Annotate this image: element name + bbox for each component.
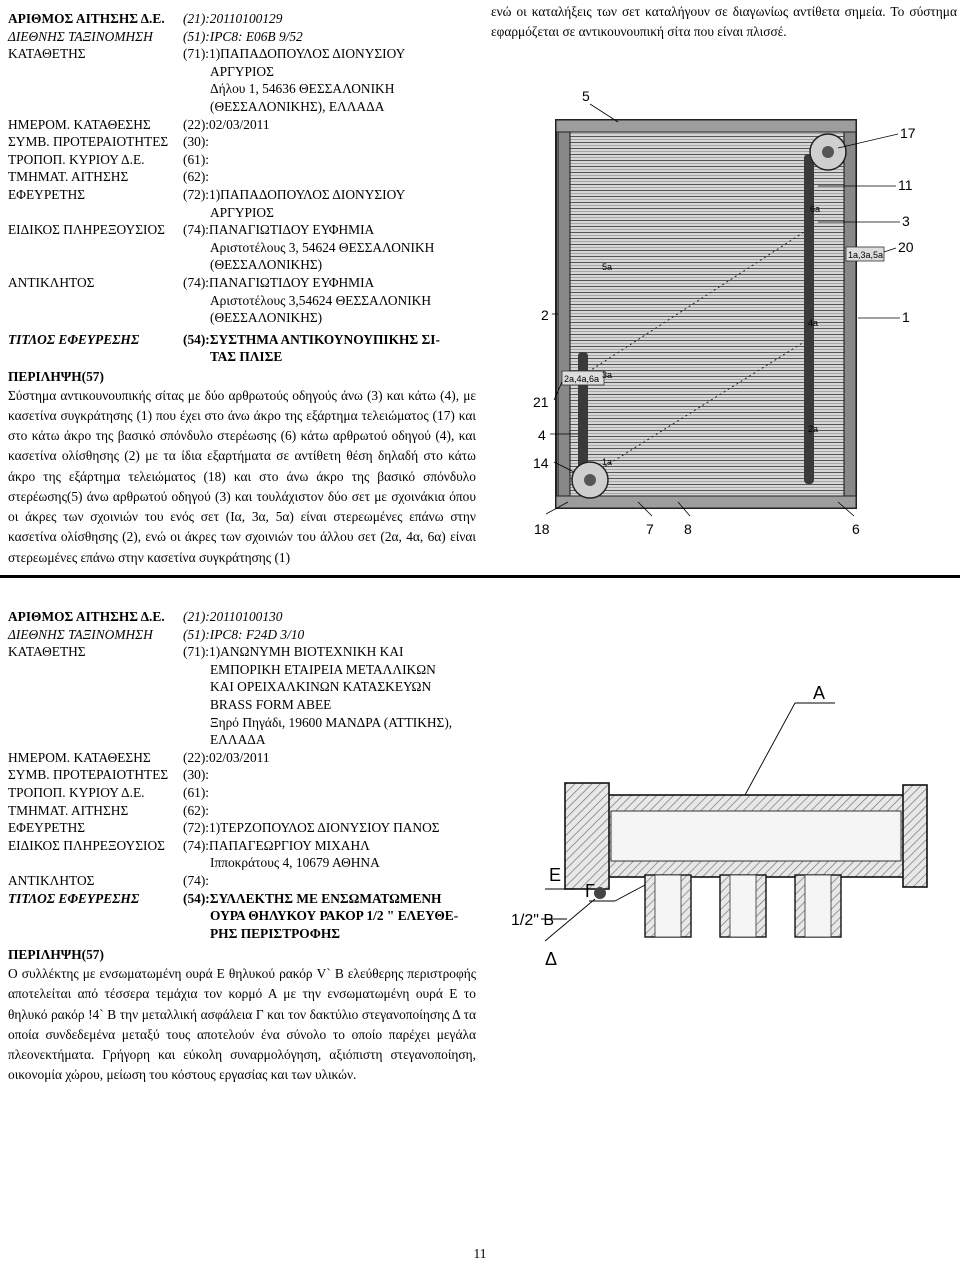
title-value: (54):ΣΥΣΤΗΜΑ ΑΝΤΙΚΟΥΝΟΥΠΙΚΗΣ ΣΙ- — [183, 331, 440, 347]
agent-cont: (ΘΕΣΣΑΛΟΝΙΚΗΣ) — [210, 257, 323, 273]
application-number-row — [8, 10, 476, 28]
figure-inner-label: 3a — [602, 370, 613, 380]
filing-date-value: (22):02/03/2011 — [183, 116, 270, 132]
division-row — [8, 168, 476, 186]
figure-inner-label: 4a — [808, 318, 819, 328]
figure-label: A — [813, 683, 826, 703]
figure-label: E — [549, 865, 562, 885]
abstract-heading: ΠΕΡΙΛΗΨΗ(57) — [8, 947, 104, 963]
figure-label: Δ — [545, 949, 558, 969]
ipc-value: (51):IPC8: F24D 3/10 — [183, 626, 305, 642]
figure-label: 8 — [684, 521, 692, 537]
ipc-label: ΔΙΕΘΝΗΣ ΤΑΞΙΝΟΜΗΣΗ — [8, 28, 153, 44]
filing-date-value: (22):02/03/2011 — [183, 749, 270, 765]
figure-inner-label: 2a — [808, 424, 819, 434]
figure-label: 18 — [534, 521, 550, 537]
representative-value: (74):ΠΑΝΑΓΙΩΤΙΔΟΥ ΕΥΦΗΜΙΑ — [183, 274, 375, 290]
modification-row — [8, 151, 476, 169]
inventor-label: ΕΦΕΥΡΕΤΗΣ — [8, 186, 86, 202]
representative-row — [8, 274, 476, 292]
agent-label: ΕΙΔΙΚΟΣ ΠΛΗΡΕΞΟΥΣΙΟΣ — [8, 837, 165, 853]
title-cont: ΡΗΣ ΠΕΡΙΣΤΡΟΦΗΣ — [210, 925, 340, 941]
ipc-row — [8, 28, 476, 46]
figure-label: 2 — [541, 307, 549, 323]
division-value: (62): — [183, 802, 210, 818]
title-cont: ΟΥΡΑ ΘΗΛΥΚΟΥ ΡΑΚΟΡ 1/2 " ΕΛΕΥΘΕ- — [210, 908, 459, 924]
abstract-continued: ενώ οι καταλήξεις των σετ καταλήγουν σε διαγωνίως αντίθετα σημεία. Το σύστημα εφαρμόζεται σε αντικουνουπική σίτα που είναι πλισσέ. — [491, 4, 957, 39]
modification-row — [8, 784, 476, 802]
modification-value: (61): — [183, 784, 210, 800]
ipc-label: ΔΙΕΘΝΗΣ ΤΑΞΙΝΟΜΗΣΗ — [8, 626, 153, 642]
applicant-value: (71):1)ΠΑΠΑΔΟΠΟΥΛΟΣ ΔΙΟΝΥΣΙΟΥ — [183, 46, 406, 62]
priority-row — [8, 133, 476, 151]
representative-value: (74): — [183, 872, 210, 888]
figure-label: 1 — [902, 309, 910, 325]
applicant-value: (71):1)ΑΝΩΝΥΜΗ ΒΙΟΤΕΧΝΙΚΗ ΚΑΙ — [183, 644, 404, 660]
representative-row — [8, 872, 476, 890]
figure-inner-label: 6a — [810, 204, 821, 214]
application-number-value: (21):20110100130 — [183, 609, 283, 624]
agent-row — [8, 837, 476, 855]
inventor-value: (72):1)ΤΕΡΖΟΠΟΥΛΟΣ ΔΙΟΝΥΣΙΟΥ ΠΑΝΟΣ — [183, 820, 440, 836]
applicant-cont: Ξηρό Πηγάδι, 19600 ΜΑΝΔΡΑ (ΑΤΤΙΚΗΣ), — [210, 714, 453, 730]
inventor-cont: ΑΡΓΥΡΙΟΣ — [210, 204, 274, 220]
agent-label: ΕΙΔΙΚΟΣ ΠΛΗΡΕΞΟΥΣΙΟΣ — [8, 222, 165, 238]
applicant-cont: ΕΛΛΑΔΑ — [210, 732, 266, 748]
figure-label: 20 — [898, 239, 914, 255]
agent-value: (74):ΠΑΠΑΓΕΩΡΓΙΟΥ ΜΙΧΑΗΛ — [183, 837, 370, 853]
representative-cont: (ΘΕΣΣΑΛΟΝΙΚΗΣ) — [210, 310, 323, 326]
applicant-label: ΚΑΤΑΘΕΤΗΣ — [8, 46, 86, 62]
priority-label: ΣΥΜΒ. ΠΡΟΤΕΡΑΙΟΤΗΤΕΣ — [8, 134, 169, 150]
title-value: (54):ΣΥΛΛΕΚΤΗΣ ΜΕ ΕΝΣΩΜΑΤΩΜΕΝΗ — [183, 890, 442, 906]
figure-label: 4 — [538, 427, 546, 443]
priority-row — [8, 766, 476, 784]
application-number-label: ΑΡΙΘΜΟΣ ΑΙΤΗΣΗΣ Δ.Ε. — [8, 11, 165, 26]
figure-label: 17 — [900, 125, 916, 141]
filing-date-label: ΗΜΕΡΟΜ. ΚΑΤΑΘΕΣΗΣ — [8, 116, 151, 132]
figure-label: 5 — [582, 88, 590, 104]
ipc-row — [8, 626, 476, 644]
inventor-row — [8, 186, 476, 204]
figure-label: 6 — [852, 521, 860, 537]
filing-date-row — [8, 749, 476, 767]
ipc-value: (51):IPC8: E06B 9/52 — [183, 28, 303, 44]
inventor-row — [8, 819, 476, 837]
applicant-cont: ΕΜΠΟΡΙΚΗ ΕΤΑΙΡΕΙΑ ΜΕΤΑΛΛΙΚΩΝ — [210, 661, 436, 677]
figure-inner-label: 1a,3a,5a — [848, 250, 884, 260]
figure-inner-label: 2a,4a,6a — [564, 374, 600, 384]
figure-label: Γ — [585, 881, 595, 901]
representative-label: ΑΝΤΙΚΛΗΤΟΣ — [8, 872, 95, 888]
figure-label: 21 — [533, 394, 549, 410]
agent-cont: Αριστοτέλους 3, 54624 ΘΕΣΣΑΛΟΝΙΚΗ — [210, 239, 435, 255]
applicant-row — [8, 45, 476, 63]
filing-date-row — [8, 116, 476, 134]
application-number-label: ΑΡΙΘΜΟΣ ΑΙΤΗΣΗΣ Δ.Ε. — [8, 609, 165, 624]
patent-entry-1 — [8, 10, 476, 568]
abstract-text: Σύστημα αντικουνουπικής σίτας με δύο αρθρωτούς οδηγούς άνω (3) και κάτω (4), με κασετίνα συγκράτησης (1) που έχει στο άνω άκρο της εξάρτημα τελειώματος (17) και στο κάτω άκρο της βασικό σπόνδυλο στερέωσης (6) κάτω αρθρωτού οδηγού (4), και κασετίνα ολίσθησης (2) με τα ίδια εξαρτήματα σε αντίθετη θέση δηλαδή στο κάτω άκρο της εξάρτημα τελειώματος (18) και στο άνω άκρο της βασικό σπόνδυλο στερέωσης(5) άνω αρθρωτού οδηγού (3) και τουλάχιστον δύο σετ με σχοινάκια όπου οι άκρες των σχοινιών του ενός σετ (Ια, 3α, 5α) είναι στερεωμένες επάνω στην κασετίνα ολίσθησης (2), ενώ οι άκρες των σχοινιών του άλλου σετ (2α, 4α, 6α) είναι στερεωμένες επάνω στην κασετίνα συγκράτησης (1) — [8, 387, 476, 565]
figure-label: 14 — [533, 455, 549, 471]
filing-date-label: ΗΜΕΡΟΜ. ΚΑΤΑΘΕΣΗΣ — [8, 749, 151, 765]
figure-pleated-screen — [528, 82, 928, 552]
applicant-label: ΚΑΤΑΘΕΤΗΣ — [8, 644, 86, 660]
figure-label: 3 — [902, 213, 910, 229]
entry-divider — [0, 575, 960, 578]
title-label: ΤΙΤΛΟΣ ΕΦΕΥΡΕΣΗΣ — [8, 331, 140, 347]
priority-label: ΣΥΜΒ. ΠΡΟΤΕΡΑΙΟΤΗΤΕΣ — [8, 767, 169, 783]
page-number: 11 — [473, 1246, 487, 1261]
figure-label: 11 — [898, 177, 913, 193]
title-label: ΤΙΤΛΟΣ ΕΦΕΥΡΕΣΗΣ — [8, 890, 140, 906]
division-label: ΤΜΗΜΑΤ. ΑΙΤΗΣΗΣ — [8, 169, 129, 185]
modification-label: ΤΡΟΠΟΠ. ΚΥΡΙΟΥ Δ.Ε. — [8, 784, 145, 800]
applicant-cont: (ΘΕΣΣΑΛΟΝΙΚΗΣ), ΕΛΛΑΔΑ — [210, 98, 385, 114]
figure-label: 7 — [646, 521, 654, 537]
modification-label: ΤΡΟΠΟΠ. ΚΥΡΙΟΥ Δ.Ε. — [8, 151, 145, 167]
application-number-value: (21):20110100129 — [183, 11, 283, 26]
agent-row — [8, 221, 476, 239]
abstract-text: Ο συλλέκτης με ενσωματωμένη ουρά Ε θηλυκού ρακόρ V` Β ελεύθερης περιστροφής αποτελείται από τέσσερα τεμάχια τον κορμό Α με την ενσωματωμένη ουρά Ε το θηλυκό ρακόρ !4` Β την μεταλλική ασφάλεια Γ και τον δακτύλιο στεγανοποίησης Δ τα οποία συνδεδεμένα μεταξύ τους αποτελούν ένα σύνολο το οποίο παρέχει μεγάλα πλεονεκτήματα. Γρήγορη και εύκολη συναρμολόγηση, αξιόπιστη στεγανοποίηση, οικονομία χώρου, μείωση του κόστους εργασίας και των υλικών. — [8, 966, 476, 1083]
division-label: ΤΜΗΜΑΤ. ΑΙΤΗΣΗΣ — [8, 802, 129, 818]
title-cont: ΤΑΣ ΠΛΙΣΕ — [210, 349, 283, 365]
division-value: (62): — [183, 169, 210, 185]
applicant-cont: Δήλου 1, 54636 ΘΕΣΣΑΛΟΝΙΚΗ — [210, 81, 395, 97]
inventor-value: (72):1)ΠΑΠΑΔΟΠΟΥΛΟΣ ΔΙΟΝΥΣΙΟΥ — [183, 186, 406, 202]
agent-value: (74):ΠΑΝΑΓΙΩΤΙΔΟΥ ΕΥΦΗΜΙΑ — [183, 222, 375, 238]
figure-manifold — [505, 675, 955, 995]
applicant-cont: BRASS FORM ABEE — [210, 696, 332, 712]
title-row — [8, 331, 476, 349]
figure-inner-label: 5a — [602, 262, 613, 272]
representative-cont: Αριστοτέλους 3,54624 ΘΕΣΣΑΛΟΝΙΚΗ — [210, 292, 431, 308]
abstract-heading: ΠΕΡΙΛΗΨΗ(57) — [8, 368, 104, 384]
applicant-cont: ΚΑΙ ΟΡΕΙΧΑΛΚΙΝΩΝ ΚΑΤΑΣΚΕΥΩΝ — [210, 679, 432, 695]
priority-value: (30): — [183, 767, 210, 783]
applicant-row — [8, 643, 476, 661]
application-number-row — [8, 608, 476, 626]
title-row — [8, 890, 476, 908]
figure-inner-label: 1a — [602, 457, 613, 467]
representative-label: ΑΝΤΙΚΛΗΤΟΣ — [8, 274, 95, 290]
division-row — [8, 802, 476, 820]
modification-value: (61): — [183, 151, 210, 167]
applicant-cont: ΑΡΓΥΡΙΟΣ — [210, 63, 274, 79]
figure-label: 1/2" B — [511, 912, 555, 929]
agent-cont: Ιπποκράτους 4, 10679 ΑΘΗΝΑ — [210, 855, 380, 871]
inventor-label: ΕΦΕΥΡΕΤΗΣ — [8, 820, 86, 836]
priority-value: (30): — [183, 134, 210, 150]
patent-entry-2 — [8, 608, 476, 1086]
